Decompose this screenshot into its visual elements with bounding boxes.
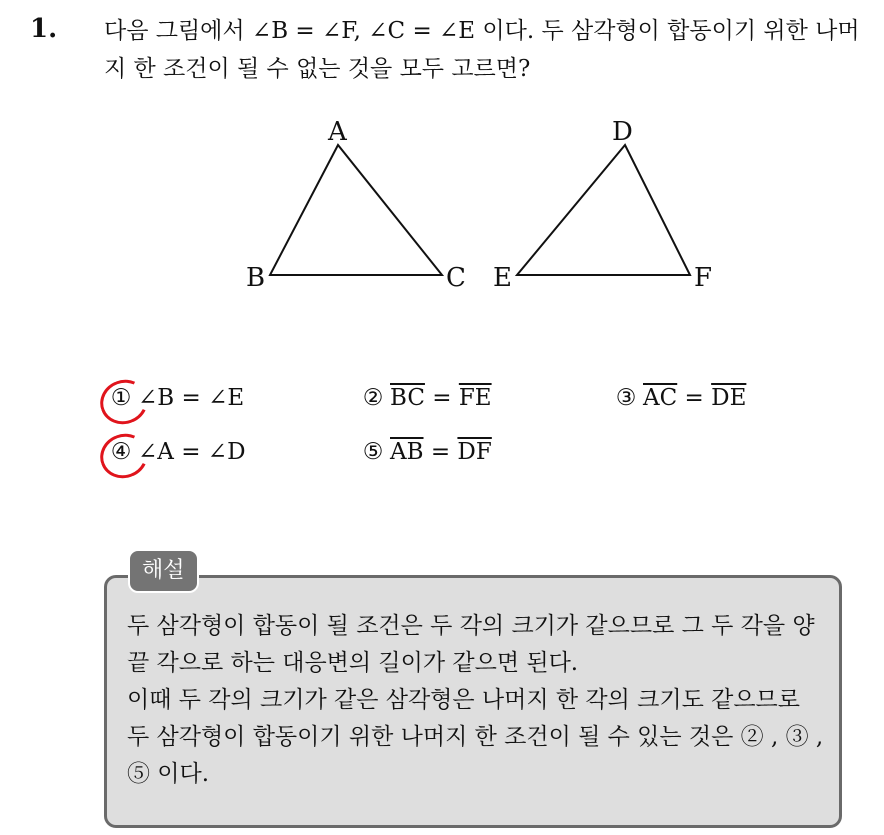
label-c: C [446,263,466,293]
choice-5-rhs: $\overline{DF}$ [457,439,492,465]
triangle-def [517,145,690,275]
choice-3-eq: = [677,385,712,411]
choice-4[interactable] [110,435,246,469]
choice-4-eq: = [173,439,208,465]
choice-3-number: ③ [615,385,637,411]
label-a: A [328,117,347,147]
triangle-abc [270,145,442,275]
choice-2[interactable] [362,381,492,415]
choice-5-eq: = [423,439,458,465]
choice-4-rhs: ∠D [207,439,246,465]
choice-5[interactable] [362,435,492,469]
choice-2-eq: = [424,385,459,411]
choice-4-number: ④ [110,439,132,465]
choice-1-rhs: ∠E [208,385,245,411]
choice-5-number: ⑤ [362,439,384,465]
choice-1-lhs: ∠B [138,385,175,411]
choice-2-rhs: $\overline{FE}$ [458,385,492,411]
question-number: 1. [30,14,58,44]
question-text: 다음 그림에서 ∠B = ∠F, ∠C = ∠E 이다. 두 삼각형이 합동이기 위한 나머지 한 조건이 될 수 없는 것을 모두 고르면? [104,18,860,82]
label-b: B [246,263,266,293]
choice-1[interactable] [110,381,244,415]
label-e: E [493,263,512,293]
choice-3-rhs: $\overline{DE}$ [711,385,747,411]
label-d: D [612,117,633,147]
solution-tab: 해설 [128,549,199,593]
choice-3[interactable] [615,381,746,415]
solution-text: 두 삼각형이 합동이 될 조건은 두 각의 크기가 같으므로 그 두 각을 양 끝 각으로 하는 대응변의 길이가 같으면 된다. 이때 두 각의 크기가 같은 삼각형은 나머지 한 각의 크기도 같으므로 두 삼각형이 합동이기 위한 나머지 한 조건이 될 수 있는 것은 ② , ③ , ⑤ 이다. [127,613,824,787]
label-f: F [694,263,713,293]
choice-1-eq: = [174,385,209,411]
choice-2-lhs: $\overline{BC}$ [390,385,425,411]
triangles-figure [230,110,750,310]
choice-3-lhs: $\overline{AC}$ [643,385,678,411]
choice-4-lhs: ∠A [138,439,174,465]
choice-2-number: ② [362,385,384,411]
choice-5-lhs: $\overline{AB}$ [390,439,424,465]
choice-1-number: ① [110,385,132,411]
triangles-svg [230,110,750,310]
